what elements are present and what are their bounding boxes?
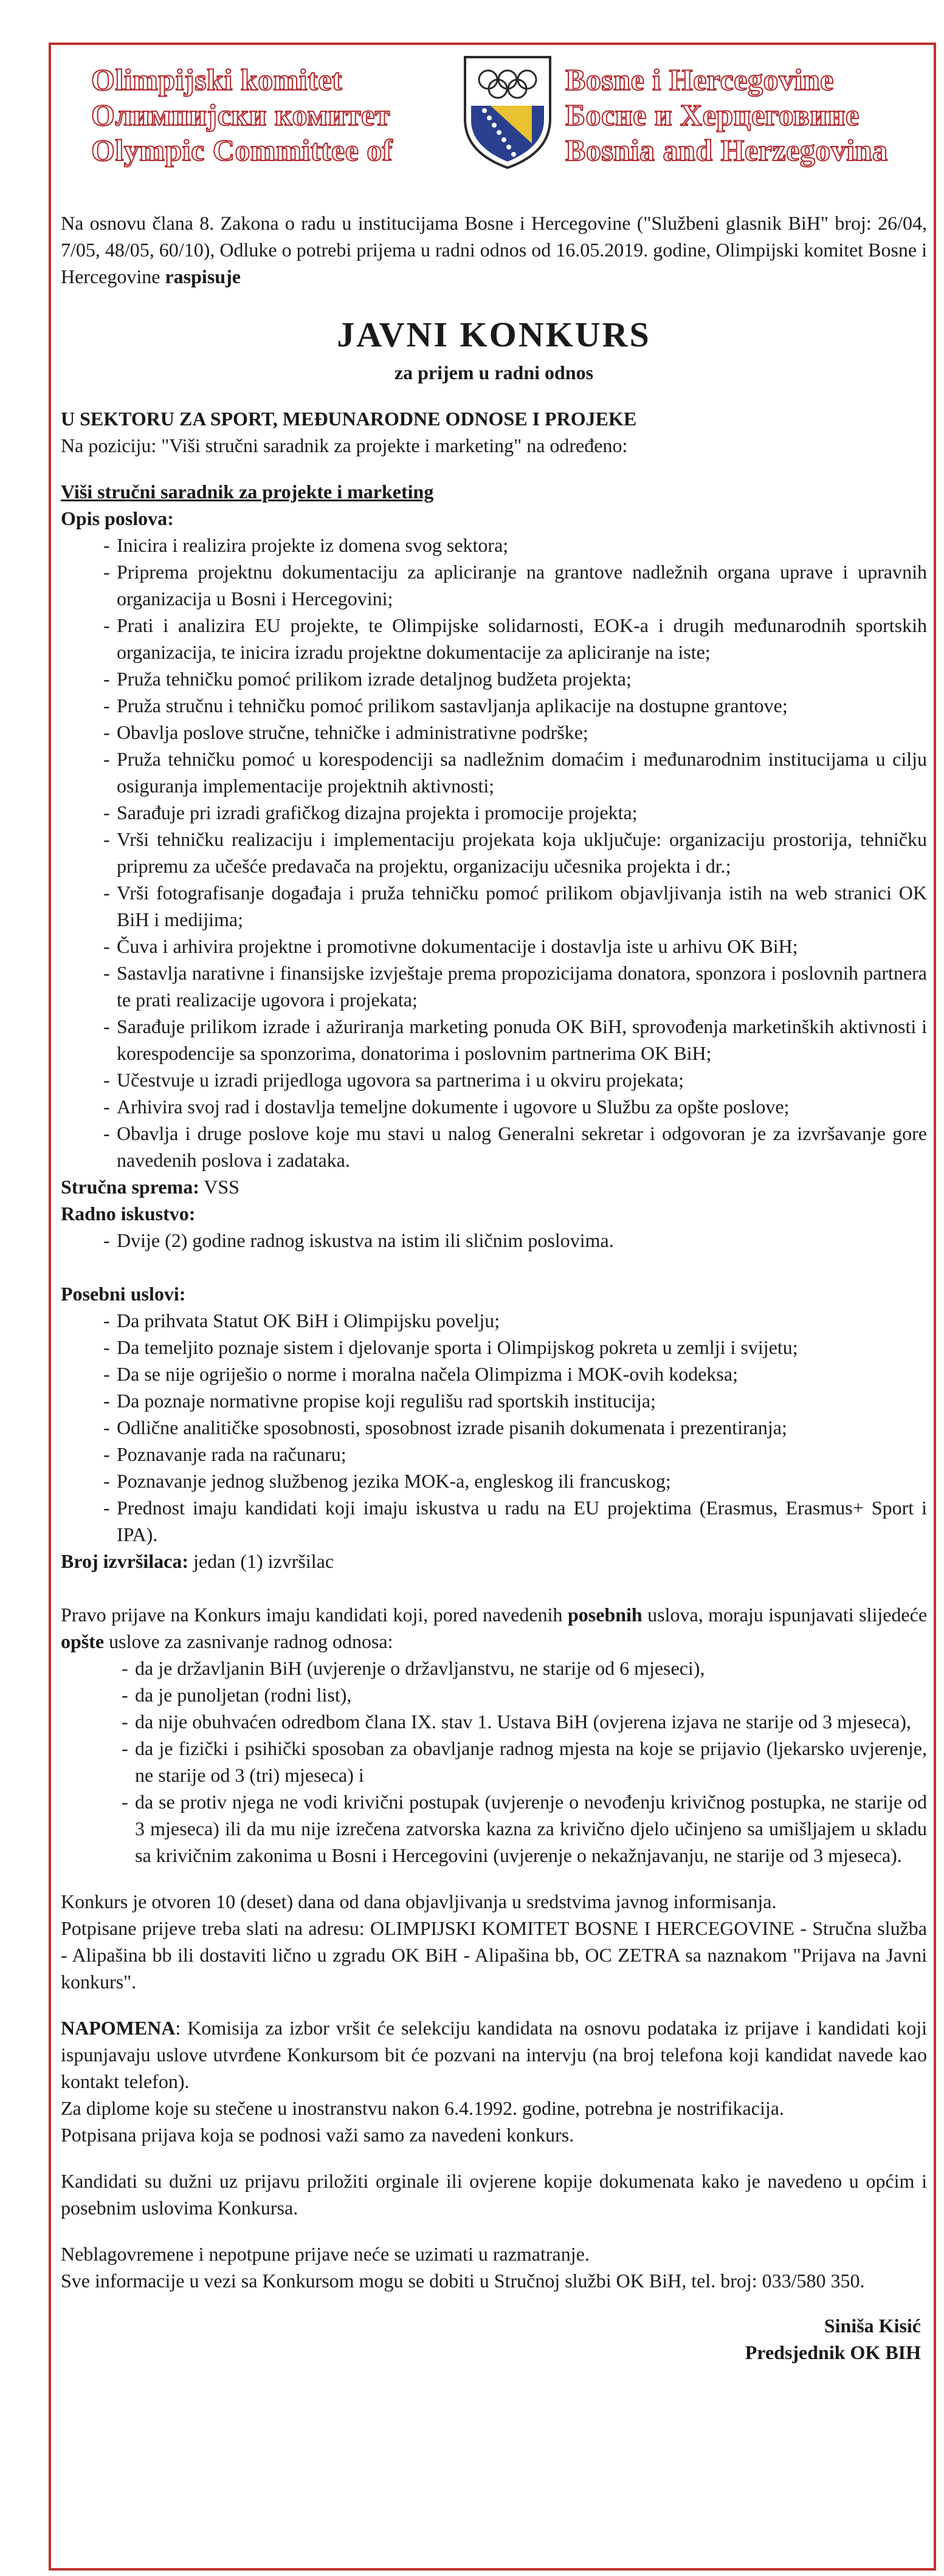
eligibility-bold-text: posebnih	[567, 1604, 643, 1626]
list-item: - Odlične analitičke sposobnosti, sposobnost izrade pisanih dokumenata i prezentiranja;	[103, 1414, 927, 1441]
list-item: - da se protiv njega ne vodi krivični postupak (uvjerenje o nevođenju krivičnog postupka, ne starije od 3 mjeseca) ili da mu nije izrečena zatvorska kazna za krivično djelo učinjeno sa umišljajem u skladu sa krivičnim zakonima u Bosni i Hercegovini (uvjerenje o nekažnjavanju, ne starije od 3 mjeseca).	[122, 1788, 927, 1869]
general-conditions-list	[61, 1655, 927, 1869]
note-text: : Komisija za izbor vršit će selekciju kandidata na osnovu podataka iz prijave i kandidati koji ispunjavaju uslove utvrđene Konkursom bit će pozvani na intervju (na broj telefona koji kandidat navede kao kontakt telefon).	[61, 2017, 927, 2092]
letterhead-left-line: Олимпијски комитет	[91, 98, 390, 132]
open-period-text: Konkurs je otvoren 10 (deset) dana od dana objavljivanja u sredstvima javnog informisanja.	[61, 1891, 777, 1912]
experience-list	[61, 1227, 927, 1254]
list-item: - Prati i analizira EU projekte, te Olimpijske solidarnosti, EOK-a i drugih međunarodnih sportskih organizacija, te inicira izradu projektne dokumentacije za apliciranje na iste;	[103, 612, 927, 665]
letterhead-right	[565, 62, 887, 168]
letterhead-left-line: Olympic Committee of	[91, 133, 393, 167]
intro-paragraph	[61, 210, 927, 290]
letterhead-left	[91, 62, 393, 168]
list-item: - Dvije (2) godine radnog iskustva na istim ili sličnim poslovima.	[103, 1227, 927, 1254]
special-conditions-list	[61, 1307, 927, 1548]
intro-text: Na osnovu člana 8. Zakona o radu u institucijama Bosne i Hercegovine ("Službeni glasnik BiH" broj: 26/04, 7/05, 48/05, 60/10), Odluke o potrebi prijema u radni odnos od 16.05.2019. godine, Olimpijski komitet Bosne i Hercegovine	[61, 212, 927, 287]
list-item: - Da prihvata Statut OK BiH i Olimpijsku povelju;	[103, 1307, 927, 1334]
education-line	[61, 1173, 927, 1200]
list-item: - Obavlja i druge poslove koje mu stavi u nalog Generalni sekretar i odgovoran je za izvršavanje gore navedenih poslova i zadataka.	[103, 1120, 927, 1173]
executors-line	[61, 1548, 927, 1575]
eligibility-bold-text: opšte	[61, 1630, 105, 1652]
signature-name: Siniša Kisić	[824, 2315, 921, 2337]
list-item: - Sarađuje pri izradi grafičkog dizajna projekta i promocije projekta;	[103, 799, 927, 826]
education-label: Stručna sprema:	[61, 1176, 199, 1198]
letterhead-right-line: Bosne i Hercegovine	[565, 63, 834, 97]
late-applications-text: Neblagovremene i nepotpune prijave neće se uzimati u razmatranje.	[61, 2243, 590, 2265]
diploma-text: Za diplome koje su stečene u inostranstvu nakon 6.4.1992. godine, potrebna je nostrifikacija.	[61, 2097, 784, 2119]
list-item: - Vrši fotografisanje događaja i pruža tehničku pomoć prilikom objavljivanja istih na web stranici OK BiH i medijima;	[103, 879, 927, 933]
list-item: - da je fizički i psihički sposoban za obavljanje radnog mjesta na koje se prijavio (ljekarsko uvjerenje, ne starije od 3 (tri) mjeseca) i	[122, 1735, 927, 1788]
list-item: - Obavlja poslove stručne, tehničke i administrativne podrške;	[103, 719, 927, 746]
letterhead	[49, 49, 936, 170]
note-label: NAPOMENA	[61, 2017, 176, 2039]
experience-label: Radno iskustvo:	[61, 1203, 196, 1224]
sector-heading: U SEKTORU ZA SPORT, MEĐUNARODNE ODNOSE I PROJEKE	[61, 408, 637, 430]
list-item: - Pruža stručnu i tehničku pomoć prilikom sastavljanja aplikacije na dostupne grantove;	[103, 692, 927, 719]
executors-value: jedan (1) izvršilac	[193, 1550, 334, 1572]
info-text: Sve informacije u vezi sa Konkursom mogu se dobiti u Stručnoj službi OK BiH, tel. broj: 033/580 350.	[61, 2270, 865, 2292]
announcement-body	[61, 210, 927, 2366]
page-subtitle: za prijem u radni odnos	[394, 362, 594, 383]
letterhead-right-line: Босне и Херцеговине	[565, 98, 860, 132]
list-item: - Inicira i realizira projekte iz domena svog sektora;	[103, 532, 927, 558]
olympic-committee-emblem-icon	[453, 52, 562, 171]
list-item: - Priprema projektnu dokumentaciju za apliciranje na grantove nadležnih organa uprave i upravnih organizacija u Bosni i Hercegovini;	[103, 558, 927, 612]
letterhead-left-line: Olimpijski komitet	[91, 63, 343, 97]
list-item: - Prednost imaju kandidati koji imaju iskustva u radu na EU projektima (Erasmus, Erasmus+ Sport i IPA).	[103, 1494, 927, 1548]
note-paragraph	[61, 2014, 927, 2095]
list-item: - Poznavanje jednog službenog jezika MOK-a, engleskog ili francuskog;	[103, 1468, 927, 1494]
list-item: - Da se nije ogriješio o norme i moralna načela Olimpizma i MOK-ovih kodeksa;	[103, 1361, 927, 1387]
list-item: - Učestvuje u izradi prijedloga ugovora sa partnerima i u okviru projekata;	[103, 1066, 927, 1093]
eligibility-text: uslova, moraju ispunjavati slijedeće	[647, 1604, 928, 1626]
page-title: JAVNI KONKURS	[337, 315, 651, 354]
list-item: - da je punoljetan (rodni list),	[122, 1681, 927, 1708]
list-item: - Sastavlja narativne i finansijske izvještaje prema propozicijama donatora, sponzora i poslovnih partnera te prati realizacije ugovora i projekata;	[103, 960, 927, 1013]
list-item: - Sarađuje prilikom izrade i ažuriranja marketing ponuda OK BiH, sprovođenja marketinških aktivnosti i korespodencije sa sponzorima, donatorima i poslovnim partnerima OK BiH;	[103, 1013, 927, 1066]
letterhead-right-line: Bosnia and Herzegovina	[565, 133, 888, 167]
list-item: - da nije obuhvaćen odredbom člana IX. stav 1. Ustava BiH (ovjerena izjava ne starije od 3 mjeseca),	[122, 1708, 927, 1735]
list-item: - Da poznaje normativne propise koji regulišu rad sportskih institucija;	[103, 1387, 927, 1414]
eligibility-text: uslove za zasnivanje radnog odnosa:	[109, 1630, 393, 1652]
eligibility-paragraph	[61, 1601, 927, 1655]
documents-text: Kandidati su dužni uz prijavu priložiti orginale ili ovjerene kopije dokumenata kako je navedeno u općim i posebnim uslovima Konkursa.	[61, 2170, 927, 2219]
intro-bold-text: raspisuje	[165, 266, 241, 287]
duties-label: Opis poslova:	[61, 507, 174, 529]
list-item: - Čuva i arhivira projektne i promotivne dokumentacije i dostavlja iste u arhivu OK BiH;	[103, 933, 927, 960]
list-item: - da je državljanin BiH (uvjerenje o državljanstvu, ne starije od 6 mjeseci),	[122, 1655, 927, 1681]
signed-application-text: Potpisana prijava koja se podnosi važi samo za navedeni konkurs.	[61, 2124, 574, 2146]
executors-label: Broj izvršilaca:	[61, 1550, 189, 1572]
eligibility-text: Pravo prijave na Konkurs imaju kandidati koji, pored navedenih	[61, 1604, 563, 1626]
signature-title: Predsjednik OK BIH	[745, 2341, 921, 2363]
signature-block	[61, 2312, 927, 2366]
list-item: - Arhivira svoj rad i dostavlja temeljne dokumente i ugovore u Službu za opšte poslove;	[103, 1093, 927, 1120]
duties-list	[61, 532, 927, 1173]
address-text: Potpisane prijeve treba slati na adresu: OLIMPIJSKI KOMITET BOSNE I HERCEGOVINE - Stručna služba - Alipašina bb ili dostaviti lično u zgradu OK BiH - Alipašina bb, OC ZETRA sa naznakom "Prijava na Javni konkurs".	[61, 1917, 927, 1993]
list-item: - Pruža tehničku pomoć prilikom izrade detaljnog budžeta projekta;	[103, 665, 927, 692]
special-conditions-label: Posebni uslovi:	[61, 1283, 186, 1305]
education-value: VSS	[204, 1176, 239, 1198]
list-item: - Poznavanje rada na računaru;	[103, 1441, 927, 1468]
list-item: - Pruža tehničku pomoć u korespodenciji sa nadležnim domaćim i međunarodnim institucijama u cilju osiguranja implementacije projektnih aktivnosti;	[103, 746, 927, 799]
position-title: Viši stručni saradnik za projekte i marketing	[61, 481, 434, 503]
position-line: Na poziciju: "Viši stručni saradnik za projekte i marketing" na određeno:	[61, 434, 628, 456]
list-item: - Da temeljito poznaje sistem i djelovanje sporta i Olimpijskog pokreta u zemlji i svijetu;	[103, 1334, 927, 1361]
list-item: - Vrši tehničku realizaciju i implementaciju projekata koja uključuje: organizaciju prostorija, tehničku pripremu za učešće predavača na projektu, organizaciju učesnika projekta i dr.;	[103, 826, 927, 879]
